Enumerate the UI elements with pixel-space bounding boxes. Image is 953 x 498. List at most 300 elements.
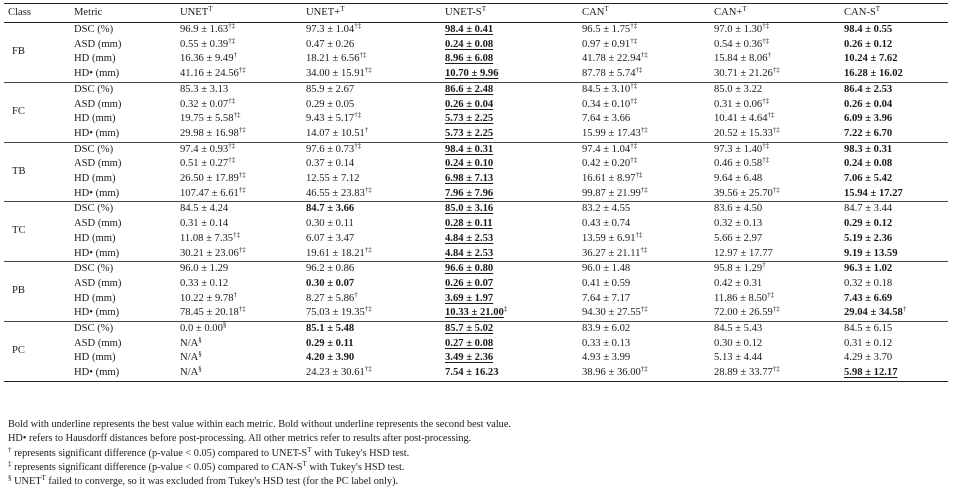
value-text: 84.5 ± 4.24 <box>180 203 229 215</box>
metric-label: ASD (mm) <box>74 158 122 170</box>
value-text: 72.00 ± 26.59 <box>714 307 773 319</box>
value-text: 29.04 ± 34.58 <box>844 307 903 319</box>
metric-label: HD• (mm) <box>74 307 120 319</box>
value-text: 94.30 ± 27.55 <box>582 307 641 319</box>
value-text: 16.36 ± 9.49 <box>180 53 234 65</box>
value-cell <box>710 322 840 337</box>
value-text: 0.24 ± 0.08 <box>844 158 893 170</box>
value-cell <box>302 112 441 127</box>
class-label: PB <box>4 262 70 322</box>
metric-label: HD• (mm) <box>70 366 176 381</box>
value-cell <box>302 98 441 113</box>
table-row <box>4 142 948 157</box>
table-row <box>4 67 948 82</box>
class-label: PC <box>4 322 70 382</box>
value-text: 0.32 ± 0.18 <box>844 277 893 289</box>
significance-mark: †‡ <box>238 66 246 75</box>
value-cell <box>302 337 441 352</box>
metric-label: DSC (%) <box>70 82 176 97</box>
value-text: 85.0 ± 3.22 <box>714 83 763 95</box>
significance-mark: † <box>233 51 237 60</box>
value-text: 99.87 ± 21.99 <box>582 187 641 199</box>
value-cell <box>176 98 302 113</box>
value-text: 15.94 ± 17.27 <box>844 187 903 199</box>
significance-mark: †‡ <box>772 185 780 194</box>
value-text: 84.5 ± 5.43 <box>714 323 763 335</box>
value-text: 0.97 ± 0.91 <box>582 38 631 50</box>
footnote-text: represents significant difference (p-value < 0.05) compared to UNET-S <box>11 447 308 459</box>
value-text: 7.54 ± 16.23 <box>445 367 499 379</box>
value-cell <box>578 187 710 202</box>
value-cell <box>441 23 578 38</box>
significance-mark: § <box>198 335 202 344</box>
table-row <box>4 187 948 202</box>
value-cell <box>302 232 441 247</box>
class-label: TB <box>4 142 70 202</box>
value-cell <box>710 217 840 232</box>
value-cell <box>840 67 948 82</box>
value-cell <box>710 247 840 262</box>
table-row <box>4 366 948 381</box>
value-cell <box>840 98 948 113</box>
value-cell <box>578 306 710 321</box>
value-cell <box>176 112 302 127</box>
metric-label: HD (mm) <box>74 173 116 185</box>
value-cell <box>441 351 578 366</box>
value-cell <box>710 262 840 277</box>
header-unet-plus: UNET+$^T$ <box>302 4 441 23</box>
metric-label: DSC (%) <box>70 142 176 157</box>
value-text: 107.47 ± 6.61 <box>180 187 239 199</box>
value-text: 0.24 ± 0.10 <box>445 158 494 170</box>
value-cell <box>840 306 948 321</box>
value-text: 85.1 ± 5.48 <box>306 323 355 335</box>
value-text: 0.29 ± 0.11 <box>306 337 354 349</box>
value-text: 0.31 ± 0.14 <box>180 218 229 230</box>
value-text: 15.84 ± 8.06 <box>714 53 768 65</box>
value-cell <box>578 172 710 187</box>
value-cell <box>578 52 710 67</box>
value-cell <box>578 366 710 381</box>
significance-mark: †‡ <box>640 125 648 134</box>
value-cell <box>840 217 948 232</box>
significance-mark: †‡ <box>762 156 770 165</box>
value-text: 83.6 ± 4.50 <box>714 203 763 215</box>
value-text: 85.0 ± 3.16 <box>445 203 494 215</box>
value-cell <box>441 187 578 202</box>
table-row <box>4 127 948 142</box>
value-cell <box>710 52 840 67</box>
value-text: 16.61 ± 8.97 <box>582 173 636 185</box>
value-cell <box>578 23 710 38</box>
value-text: 7.43 ± 6.69 <box>844 292 893 304</box>
value-text: 0.54 ± 0.36 <box>714 38 763 50</box>
value-cell <box>441 232 578 247</box>
value-text: 19.75 ± 5.58 <box>180 113 234 125</box>
value-text: 5.73 ± 2.25 <box>445 113 494 125</box>
significance-mark: †‡ <box>772 305 780 314</box>
value-cell <box>176 247 302 262</box>
value-cell <box>441 292 578 307</box>
metric-label: ASD (mm) <box>74 38 122 50</box>
value-text: 0.32 ± 0.07 <box>180 98 229 110</box>
significance-mark: †‡ <box>238 245 246 254</box>
value-text: 4.29 ± 3.70 <box>844 352 893 364</box>
metric-label: HD (mm) <box>74 232 116 244</box>
header-class: Class <box>4 4 70 23</box>
value-cell <box>176 366 302 381</box>
value-cell <box>441 247 578 262</box>
value-cell <box>176 52 302 67</box>
value-text: 84.7 ± 3.66 <box>306 203 355 215</box>
value-text: 18.21 ± 6.56 <box>306 53 360 65</box>
value-cell <box>840 142 948 157</box>
value-cell <box>578 217 710 232</box>
table-row <box>4 157 948 172</box>
value-cell <box>176 172 302 187</box>
value-text: 84.5 ± 3.10 <box>582 83 631 95</box>
value-cell <box>840 351 948 366</box>
value-text: 5.73 ± 2.25 <box>445 127 494 139</box>
value-text: 15.99 ± 17.43 <box>582 127 641 139</box>
value-cell <box>840 172 948 187</box>
value-text: 0.24 ± 0.08 <box>445 38 494 50</box>
significance-mark: †‡ <box>762 96 770 105</box>
value-cell <box>840 366 948 381</box>
footnote-symbol: † <box>8 445 12 454</box>
significance-mark: † <box>364 125 369 134</box>
table-row <box>4 322 948 337</box>
value-cell <box>710 142 840 157</box>
footnote-tail: failed to converge, so it was excluded from Tukey's HSD test (for the PC label only). <box>45 476 399 488</box>
value-text: 98.4 ± 0.41 <box>445 24 494 35</box>
value-text: 0.30 ± 0.07 <box>306 277 355 289</box>
metric-label: HD• (mm) <box>74 187 120 199</box>
value-cell <box>578 351 710 366</box>
footnote-superscript: T <box>302 459 307 468</box>
value-text: 96.9 ± 1.63 <box>180 24 229 35</box>
footnote-line <box>8 461 948 475</box>
value-cell <box>710 306 840 321</box>
value-text: 7.64 ± 7.17 <box>582 292 631 304</box>
value-text: 83.2 ± 4.55 <box>582 203 631 215</box>
value-cell <box>441 172 578 187</box>
value-text: 0.32 ± 0.13 <box>714 218 763 230</box>
value-cell <box>578 202 710 217</box>
table-row <box>4 172 948 187</box>
significance-mark: †‡ <box>630 141 638 150</box>
significance-mark: †‡ <box>233 230 241 239</box>
footnote-line <box>8 447 948 461</box>
value-cell <box>840 38 948 53</box>
class-label: FC <box>4 82 70 142</box>
significance-mark: †‡ <box>630 22 638 30</box>
value-cell <box>578 277 710 292</box>
value-cell <box>302 157 441 172</box>
value-cell <box>441 82 578 97</box>
value-text: 28.89 ± 33.77 <box>714 367 773 379</box>
value-cell <box>302 23 441 38</box>
value-cell <box>840 277 948 292</box>
header-can: $CAN^T$ <box>578 4 710 23</box>
value-text: 0.47 ± 0.26 <box>306 38 355 50</box>
value-cell <box>710 23 840 38</box>
value-cell <box>441 157 578 172</box>
significance-mark: †‡ <box>364 365 372 374</box>
value-cell <box>840 112 948 127</box>
value-text: 34.00 ± 15.91 <box>306 68 365 80</box>
value-text: 46.55 ± 23.83 <box>306 187 365 199</box>
significance-mark: †‡ <box>762 22 770 30</box>
value-text: 9.43 ± 5.17 <box>306 113 355 125</box>
value-cell <box>176 187 302 202</box>
value-cell <box>710 127 840 142</box>
value-cell <box>176 232 302 247</box>
value-cell <box>176 277 302 292</box>
value-text: 97.6 ± 0.73 <box>306 143 355 155</box>
value-text: 16.28 ± 16.02 <box>844 68 903 80</box>
value-text: 96.0 ± 1.48 <box>582 263 631 275</box>
value-text: 0.42 ± 0.20 <box>582 158 631 170</box>
value-cell <box>302 187 441 202</box>
value-text: 83.9 ± 6.02 <box>582 323 631 335</box>
value-cell <box>710 112 840 127</box>
value-text: 0.31 ± 0.12 <box>844 337 893 349</box>
table-row <box>4 23 948 38</box>
significance-mark: †‡ <box>772 66 780 75</box>
header-can-s: CAN-$S^T$ <box>840 4 948 23</box>
value-text: 38.96 ± 36.00 <box>582 367 641 379</box>
value-text: 39.56 ± 25.70 <box>714 187 773 199</box>
value-text: 96.3 ± 1.02 <box>844 263 893 275</box>
metric-label: HD (mm) <box>74 352 116 364</box>
value-cell <box>441 142 578 157</box>
value-text: 29.98 ± 16.98 <box>180 127 239 139</box>
value-cell <box>840 157 948 172</box>
value-cell <box>176 23 302 38</box>
value-cell <box>840 232 948 247</box>
value-cell <box>176 82 302 97</box>
significance-mark: † <box>354 290 358 299</box>
significance-mark: †‡ <box>630 81 638 90</box>
value-text: 96.0 ± 1.29 <box>180 263 229 275</box>
significance-mark: †‡ <box>364 66 372 75</box>
table-row <box>4 292 948 307</box>
table-footnotes <box>8 418 948 489</box>
value-text: 0.51 ± 0.27 <box>180 158 229 170</box>
value-cell <box>578 232 710 247</box>
value-cell <box>302 217 441 232</box>
value-text: 8.96 ± 6.08 <box>445 53 494 65</box>
value-text: 5.98 ± 12.17 <box>844 367 898 379</box>
metric-label: DSC (%) <box>70 262 176 277</box>
value-text: 4.84 ± 2.53 <box>445 247 494 259</box>
significance-mark: †‡ <box>364 185 372 194</box>
value-cell <box>302 142 441 157</box>
value-text: 85.9 ± 2.67 <box>306 83 355 95</box>
value-cell <box>441 67 578 82</box>
value-text: 0.33 ± 0.13 <box>582 337 631 349</box>
value-cell <box>176 292 302 307</box>
significance-mark: † <box>902 305 907 314</box>
metric-label: DSC (%) <box>70 322 176 337</box>
value-text: 9.64 ± 6.48 <box>714 173 763 185</box>
value-text: 8.27 ± 5.86 <box>306 292 355 304</box>
value-cell <box>840 127 948 142</box>
value-text: 12.55 ± 7.12 <box>306 173 360 185</box>
value-text: 4.93 ± 3.99 <box>582 352 631 364</box>
value-cell <box>176 38 302 53</box>
footnote-text: HD• refers to Hausdorff distances before post-processing. All other metrics refer to results after post-processing. <box>8 433 472 445</box>
footnote-symbol: § <box>8 474 12 483</box>
significance-mark: †‡ <box>767 290 775 299</box>
value-cell <box>578 112 710 127</box>
value-text: 11.86 ± 8.50 <box>714 292 768 304</box>
significance-mark: § <box>198 350 202 359</box>
footnote-text: Bold with underline represents the best value within each metric. Bold without underline represents the second best value. <box>8 419 511 430</box>
significance-mark: †‡ <box>630 96 638 105</box>
header-unet-s: UNET-$S^T$ <box>441 4 578 23</box>
value-cell <box>176 322 302 337</box>
value-text: 4.20 ± 3.90 <box>306 352 355 364</box>
value-cell <box>578 127 710 142</box>
value-cell <box>302 277 441 292</box>
value-cell <box>710 366 840 381</box>
value-cell <box>302 366 441 381</box>
value-cell <box>441 337 578 352</box>
value-text: 30.21 ± 23.06 <box>180 247 239 259</box>
significance-mark: †‡ <box>364 245 372 254</box>
significance-mark: †‡ <box>772 125 780 134</box>
value-text: 87.78 ± 5.74 <box>582 68 636 80</box>
value-cell <box>302 38 441 53</box>
value-cell <box>176 262 302 277</box>
significance-mark: † <box>233 290 237 299</box>
metric-label: ASD (mm) <box>74 337 122 349</box>
value-cell <box>176 337 302 352</box>
value-text: 0.55 ± 0.39 <box>180 38 229 50</box>
significance-mark: †‡ <box>630 36 638 45</box>
metric-label: DSC (%) <box>70 23 176 38</box>
value-cell <box>302 172 441 187</box>
significance-mark: †‡ <box>762 36 770 45</box>
value-text: N/A <box>180 367 199 379</box>
value-cell <box>441 322 578 337</box>
value-cell <box>441 52 578 67</box>
significance-mark: § <box>198 365 202 374</box>
value-text: 0.46 ± 0.58 <box>714 158 763 170</box>
value-text: 0.0 ± 0.00 <box>180 323 223 335</box>
value-text: 0.41 ± 0.59 <box>582 277 631 289</box>
metric-label: HD (mm) <box>74 113 116 125</box>
value-text: 19.61 ± 18.21 <box>306 247 365 259</box>
metric-label: ASD (mm) <box>74 98 122 110</box>
value-cell <box>710 202 840 217</box>
value-text: 11.08 ± 7.35 <box>180 232 234 244</box>
value-cell <box>176 351 302 366</box>
value-text: 6.98 ± 7.13 <box>445 173 494 185</box>
value-text: 41.78 ± 22.94 <box>582 53 641 65</box>
significance-mark: § <box>222 321 227 330</box>
value-cell <box>176 142 302 157</box>
value-cell <box>710 232 840 247</box>
value-text: 97.4 ± 1.04 <box>582 143 631 155</box>
significance-mark: †‡ <box>640 365 648 374</box>
value-cell <box>710 157 840 172</box>
value-text: 0.30 ± 0.12 <box>714 337 763 349</box>
value-text: 12.97 ± 17.77 <box>714 247 773 259</box>
significance-mark: †‡ <box>772 365 780 374</box>
footnote-text: UNET <box>11 476 42 488</box>
value-cell <box>441 366 578 381</box>
significance-mark: †‡ <box>228 96 236 105</box>
table-row <box>4 247 948 262</box>
significance-mark: †‡ <box>640 305 648 314</box>
value-cell <box>441 202 578 217</box>
value-text: 0.29 ± 0.12 <box>844 218 893 230</box>
significance-mark: †‡ <box>635 230 643 239</box>
value-cell <box>710 98 840 113</box>
value-cell <box>840 262 948 277</box>
value-cell <box>840 337 948 352</box>
significance-mark: †‡ <box>640 185 648 194</box>
significance-mark: †‡ <box>630 156 638 165</box>
value-cell <box>441 38 578 53</box>
significance-mark: †‡ <box>762 141 770 150</box>
class-label: TC <box>4 202 70 262</box>
value-text: 41.16 ± 24.56 <box>180 68 239 80</box>
significance-mark: †‡ <box>354 22 362 30</box>
value-text: 30.71 ± 21.26 <box>714 68 773 80</box>
significance-mark: †‡ <box>354 141 362 150</box>
value-text: 7.22 ± 6.70 <box>844 127 893 139</box>
value-text: 98.4 ± 0.55 <box>844 24 893 35</box>
value-text: 0.26 ± 0.12 <box>844 38 893 50</box>
value-text: 0.26 ± 0.07 <box>445 277 494 289</box>
footnote-symbol: ‡ <box>8 459 12 468</box>
value-text: 10.70 ± 9.96 <box>445 68 499 80</box>
value-cell <box>840 292 948 307</box>
value-text: 0.34 ± 0.10 <box>582 98 631 110</box>
footnote-superscript: T <box>307 445 312 454</box>
value-text: 20.52 ± 15.33 <box>714 127 773 139</box>
value-cell <box>441 217 578 232</box>
value-cell <box>710 187 840 202</box>
significance-mark: †‡ <box>228 141 236 150</box>
significance-mark: †‡ <box>233 111 241 120</box>
value-text: 96.5 ± 1.75 <box>582 24 631 35</box>
significance-mark: †‡ <box>640 245 648 254</box>
value-cell <box>578 82 710 97</box>
value-text: 26.50 ± 17.89 <box>180 173 239 185</box>
value-cell <box>840 322 948 337</box>
value-cell <box>176 127 302 142</box>
value-cell <box>710 351 840 366</box>
footnote-text: represents significant difference (p-value < 0.05) compared to CAN-S <box>11 461 303 473</box>
value-cell <box>578 262 710 277</box>
table-row <box>4 277 948 292</box>
value-text: 24.23 ± 30.61 <box>306 367 365 379</box>
value-cell <box>840 247 948 262</box>
value-text: 10.33 ± 21.00 <box>445 307 504 319</box>
value-text: 96.2 ± 0.86 <box>306 263 355 275</box>
table-row <box>4 232 948 247</box>
metric-label: DSC (%) <box>70 202 176 217</box>
value-cell <box>302 292 441 307</box>
value-cell <box>578 247 710 262</box>
value-cell <box>302 67 441 82</box>
significance-mark: †‡ <box>228 156 236 165</box>
